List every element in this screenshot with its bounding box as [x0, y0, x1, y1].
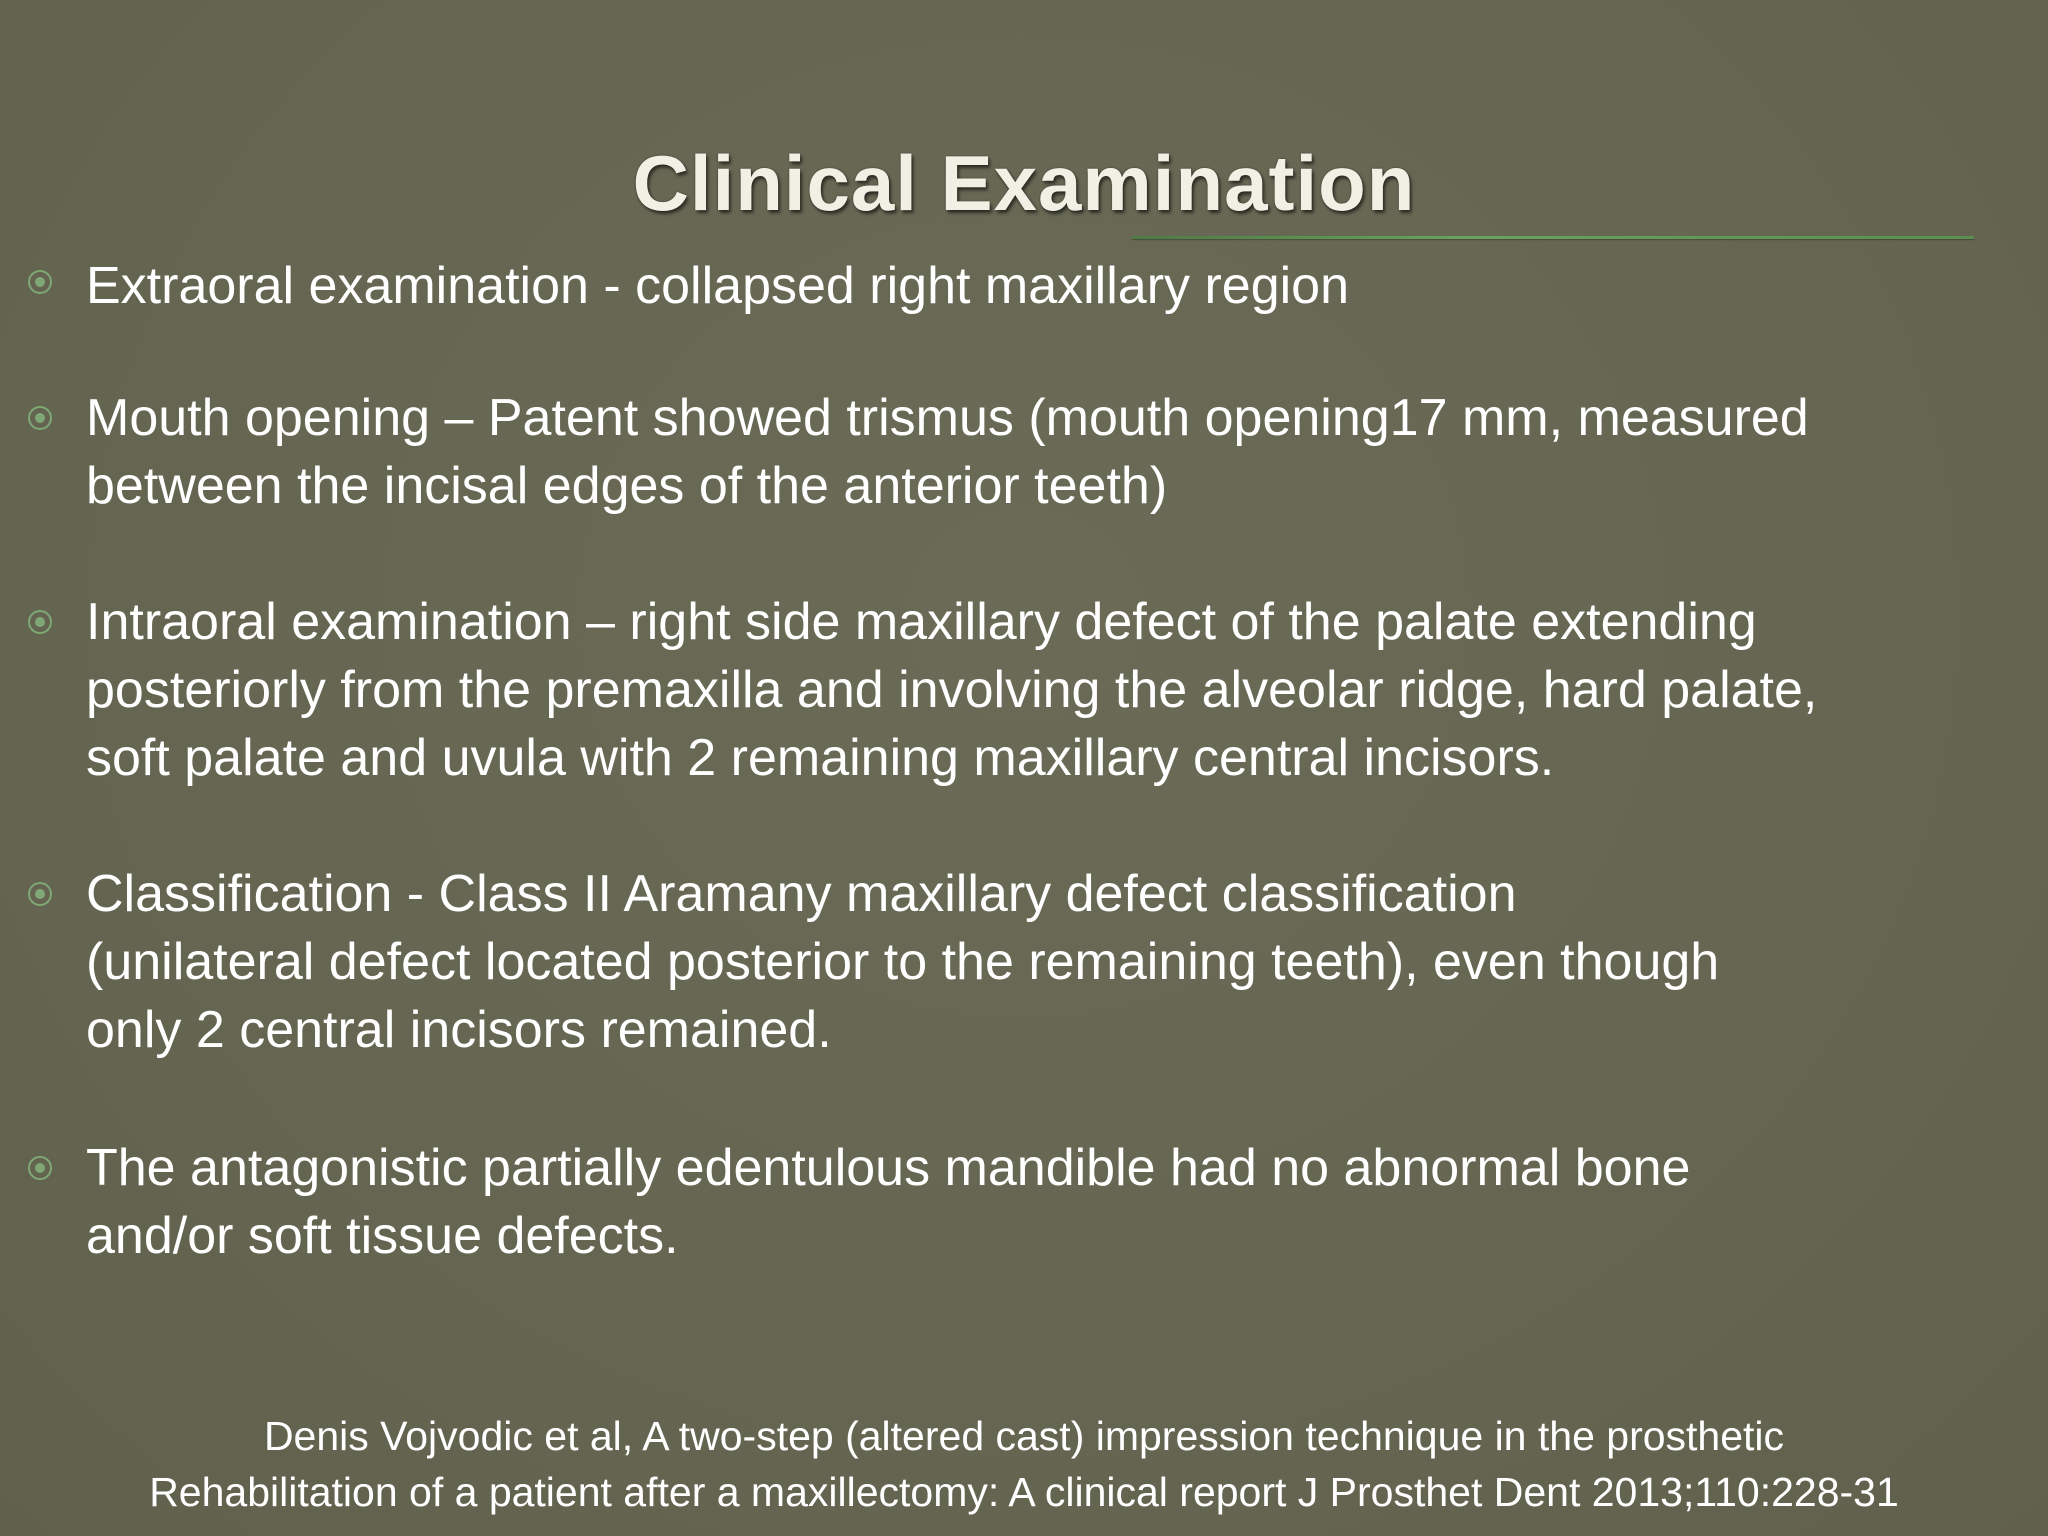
bullet-text: Extraoral examination - collapsed right maxillary region — [86, 257, 1350, 315]
citation: Denis Vojvodic et al, A two-step (altered cast) impression technique in the prosthetic Rehabilitation of a patient after a maxillectomy: A clinical report J Prosthet Dent 2013;110:228-31 — [149, 1413, 1899, 1515]
bullet-text: Classification - Class II Aramany maxillary defect classification (unilateral defect located posterior to the remaining teeth), even though only 2 central incisors remained. — [86, 865, 1720, 1059]
bullet-text: The antagonistic partially edentulous mandible had no abnormal bone and/or soft tissue defects. — [86, 1139, 1691, 1265]
circle-dot-bullet-icon — [28, 882, 52, 906]
circle-dot-bullet-icon — [28, 1156, 52, 1180]
circle-dot-bullet-icon — [28, 406, 52, 430]
slide-title: Clinical Examination — [632, 139, 1416, 227]
bullet-text: Mouth opening – Patent showed trismus (mouth opening17 mm, measured between the incisal edges of the anterior teeth) — [86, 389, 1809, 515]
circle-dot-bullet-icon — [28, 270, 52, 294]
bullet-text: Intraoral examination – right side maxillary defect of the palate extending posteriorly from the premaxilla and involving the alveolar ridge, hard palate, soft palate and uvula with 2 remaining maxillary central incisors. — [86, 593, 1818, 787]
circle-dot-bullet-icon — [28, 610, 52, 634]
